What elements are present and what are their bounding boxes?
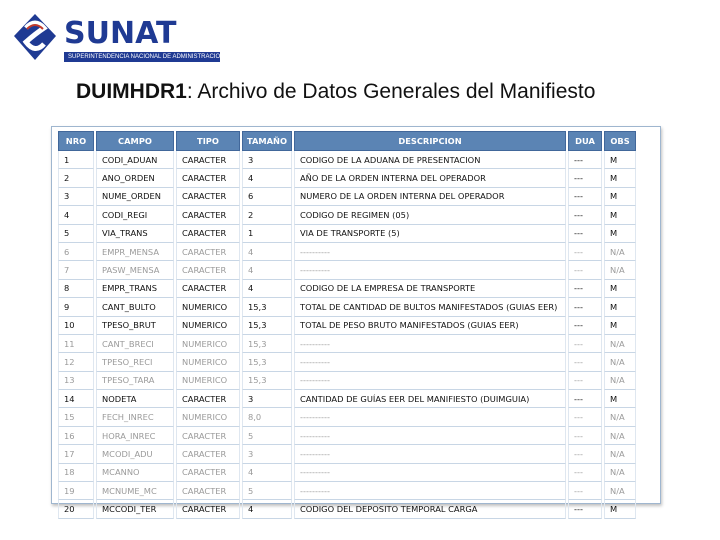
cell-tamano: 6 — [242, 188, 292, 206]
cell-descripcion: ---------- — [294, 353, 566, 371]
table-frame — [51, 126, 661, 515]
table-row — [58, 206, 636, 224]
cell-tipo: CARACTER — [176, 169, 240, 187]
table-row — [58, 353, 636, 371]
cell-campo: CODI_ADUAN — [96, 151, 174, 169]
cell-obs: N/A — [604, 464, 636, 482]
cell-nro: 13 — [58, 372, 94, 390]
table-row — [58, 372, 636, 390]
table-row — [58, 427, 636, 445]
cell-dua: --- — [568, 298, 602, 316]
cell-tipo: CARACTER — [176, 151, 240, 169]
cell-tamano: 4 — [242, 169, 292, 187]
cell-dua: --- — [568, 464, 602, 482]
table-row — [58, 408, 636, 426]
cell-nro: 6 — [58, 243, 94, 261]
cell-descripcion: ---------- — [294, 408, 566, 426]
cell-campo: MCANNO — [96, 464, 174, 482]
table-row — [58, 243, 636, 261]
cell-nro: 3 — [58, 188, 94, 206]
cell-tamano: 15,3 — [242, 317, 292, 335]
cell-campo: TPESO_BRUT — [96, 317, 174, 335]
cell-nro: 17 — [58, 445, 94, 463]
cell-nro: 18 — [58, 464, 94, 482]
table-row — [58, 464, 636, 482]
cell-tamano: 15,3 — [242, 298, 292, 316]
cell-obs: M — [604, 317, 636, 335]
cell-tipo: CARACTER — [176, 482, 240, 500]
cell-descripcion: AÑO DE LA ORDEN INTERNA DEL OPERADOR — [294, 169, 566, 187]
table-row — [58, 500, 636, 518]
cell-obs: N/A — [604, 408, 636, 426]
cell-descripcion: ---------- — [294, 261, 566, 279]
table-body — [58, 151, 636, 519]
table-row — [58, 261, 636, 279]
table-row — [58, 317, 636, 335]
cell-tamano: 15,3 — [242, 335, 292, 353]
col-header-nro: NRO — [58, 131, 94, 151]
cell-tamano: 5 — [242, 427, 292, 445]
cell-tipo: CARACTER — [176, 427, 240, 445]
table-row — [58, 151, 636, 169]
cell-descripcion: CODIGO DE LA EMPRESA DE TRANSPORTE — [294, 280, 566, 298]
cell-tamano: 4 — [242, 243, 292, 261]
cell-dua: --- — [568, 408, 602, 426]
cell-dua: --- — [568, 445, 602, 463]
cell-campo: NUME_ORDEN — [96, 188, 174, 206]
cell-nro: 14 — [58, 390, 94, 408]
cell-dua: --- — [568, 390, 602, 408]
cell-descripcion: VIA DE TRANSPORTE (5) — [294, 225, 566, 243]
cell-dua: --- — [568, 169, 602, 187]
title-text: : Archivo de Datos Generales del Manifiesto — [186, 80, 596, 103]
cell-tipo: CARACTER — [176, 390, 240, 408]
cell-tipo: CARACTER — [176, 243, 240, 261]
cell-nro: 9 — [58, 298, 94, 316]
cell-nro: 10 — [58, 317, 94, 335]
cell-obs: N/A — [604, 445, 636, 463]
cell-nro: 19 — [58, 482, 94, 500]
cell-dua: --- — [568, 335, 602, 353]
cell-campo: MCODI_ADU — [96, 445, 174, 463]
cell-dua: --- — [568, 317, 602, 335]
cell-tipo: NUMERICO — [176, 317, 240, 335]
cell-tamano: 2 — [242, 206, 292, 224]
cell-campo: NODETA — [96, 390, 174, 408]
col-header-tipo: TIPO — [176, 131, 240, 151]
cell-obs: N/A — [604, 353, 636, 371]
cell-obs: M — [604, 298, 636, 316]
cell-tipo: CARACTER — [176, 280, 240, 298]
cell-obs: M — [604, 390, 636, 408]
cell-tamano: 3 — [242, 151, 292, 169]
cell-nro: 11 — [58, 335, 94, 353]
cell-descripcion: ---------- — [294, 372, 566, 390]
table-row — [58, 445, 636, 463]
cell-tipo: NUMERICO — [176, 335, 240, 353]
cell-tipo: CARACTER — [176, 261, 240, 279]
page-title — [76, 80, 595, 104]
cell-descripcion: ---------- — [294, 482, 566, 500]
title-code: DUIMHDR1 — [76, 80, 187, 103]
cell-campo: VIA_TRANS — [96, 225, 174, 243]
table-row — [58, 390, 636, 408]
cell-campo: CODI_REGI — [96, 206, 174, 224]
fields-table — [56, 131, 638, 519]
cell-descripcion: ---------- — [294, 335, 566, 353]
cell-dua: --- — [568, 482, 602, 500]
cell-nro: 2 — [58, 169, 94, 187]
cell-campo: MCNUME_MC — [96, 482, 174, 500]
cell-campo: CANT_BULTO — [96, 298, 174, 316]
col-header-descripcion: DESCRIPCION — [294, 131, 566, 151]
cell-tipo: NUMERICO — [176, 353, 240, 371]
cell-obs: N/A — [604, 261, 636, 279]
cell-obs: N/A — [604, 427, 636, 445]
cell-obs: M — [604, 188, 636, 206]
table-row — [58, 482, 636, 500]
cell-obs: M — [604, 225, 636, 243]
sunat-emblem-icon — [12, 12, 58, 62]
cell-tipo: CARACTER — [176, 206, 240, 224]
cell-obs: M — [604, 280, 636, 298]
cell-tipo: CARACTER — [176, 464, 240, 482]
cell-tamano: 3 — [242, 445, 292, 463]
table-row — [58, 225, 636, 243]
cell-tipo: NUMERICO — [176, 408, 240, 426]
cell-campo: EMPR_MENSA — [96, 243, 174, 261]
cell-obs: M — [604, 206, 636, 224]
cell-campo: CANT_BRECI — [96, 335, 174, 353]
cell-nro: 7 — [58, 261, 94, 279]
table-row — [58, 280, 636, 298]
cell-nro: 20 — [58, 500, 94, 518]
cell-nro: 5 — [58, 225, 94, 243]
cell-campo: PASW_MENSA — [96, 261, 174, 279]
cell-tamano: 15,3 — [242, 353, 292, 371]
logo-subtitle: SUPERINTENDENCIA NACIONAL DE ADMINISTRACION TRIBUTARIA — [68, 54, 262, 60]
cell-tamano: 4 — [242, 280, 292, 298]
cell-campo: EMPR_TRANS — [96, 280, 174, 298]
cell-campo: FECH_INREC — [96, 408, 174, 426]
cell-descripcion: TOTAL DE CANTIDAD DE BULTOS MANIFESTADOS (GUIAS EER) — [294, 298, 566, 316]
col-header-campo: CAMPO — [96, 131, 174, 151]
cell-campo: MCCODI_TER — [96, 500, 174, 518]
cell-obs: N/A — [604, 482, 636, 500]
cell-nro: 1 — [58, 151, 94, 169]
cell-dua: --- — [568, 188, 602, 206]
cell-descripcion: ---------- — [294, 445, 566, 463]
cell-campo: TPESO_RECI — [96, 353, 174, 371]
cell-tamano: 8,0 — [242, 408, 292, 426]
cell-descripcion: CODIGO DE LA ADUANA DE PRESENTACION — [294, 151, 566, 169]
cell-nro: 15 — [58, 408, 94, 426]
cell-descripcion: ---------- — [294, 464, 566, 482]
cell-tipo: CARACTER — [176, 188, 240, 206]
cell-campo: ANO_ORDEN — [96, 169, 174, 187]
cell-obs: M — [604, 500, 636, 518]
cell-campo: HORA_INREC — [96, 427, 174, 445]
cell-descripcion: TOTAL DE PESO BRUTO MANIFESTADOS (GUIAS EER) — [294, 317, 566, 335]
table-row — [58, 188, 636, 206]
cell-descripcion: CODIGO DE REGIMEN (05) — [294, 206, 566, 224]
cell-dua: --- — [568, 372, 602, 390]
col-header-obs: OBS — [604, 131, 636, 151]
cell-dua: --- — [568, 353, 602, 371]
cell-descripcion: CODIGO DEL DEPOSITO TEMPORAL CARGA — [294, 500, 566, 518]
col-header-tamano: TAMAÑO — [242, 131, 292, 151]
cell-tipo: CARACTER — [176, 500, 240, 518]
cell-obs: N/A — [604, 243, 636, 261]
cell-tamano: 4 — [242, 464, 292, 482]
cell-dua: --- — [568, 243, 602, 261]
col-header-dua: DUA — [568, 131, 602, 151]
cell-nro: 4 — [58, 206, 94, 224]
table-row — [58, 335, 636, 353]
cell-tipo: NUMERICO — [176, 298, 240, 316]
cell-dua: --- — [568, 225, 602, 243]
cell-obs: N/A — [604, 335, 636, 353]
cell-descripcion: ---------- — [294, 243, 566, 261]
cell-tipo: CARACTER — [176, 445, 240, 463]
cell-tamano: 4 — [242, 261, 292, 279]
cell-descripcion: ---------- — [294, 427, 566, 445]
cell-tamano: 1 — [242, 225, 292, 243]
cell-descripcion: NUMERO DE LA ORDEN INTERNA DEL OPERADOR — [294, 188, 566, 206]
cell-obs: N/A — [604, 372, 636, 390]
cell-obs: M — [604, 169, 636, 187]
table-header-row — [58, 131, 636, 151]
cell-campo: TPESO_TARA — [96, 372, 174, 390]
cell-nro: 8 — [58, 280, 94, 298]
cell-dua: --- — [568, 206, 602, 224]
cell-dua: --- — [568, 427, 602, 445]
cell-tipo: NUMERICO — [176, 372, 240, 390]
cell-descripcion: CANTIDAD DE GUÍAS EER DEL MANIFIESTO (DUIMGUIA) — [294, 390, 566, 408]
cell-nro: 12 — [58, 353, 94, 371]
cell-tamano: 3 — [242, 390, 292, 408]
table-row — [58, 298, 636, 316]
cell-dua: --- — [568, 261, 602, 279]
cell-dua: --- — [568, 500, 602, 518]
cell-obs: M — [604, 151, 636, 169]
cell-dua: --- — [568, 151, 602, 169]
cell-tamano: 5 — [242, 482, 292, 500]
cell-tamano: 15,3 — [242, 372, 292, 390]
table-row — [58, 169, 636, 187]
sunat-logo — [12, 12, 262, 62]
cell-nro: 16 — [58, 427, 94, 445]
cell-dua: --- — [568, 280, 602, 298]
cell-tamano: 4 — [242, 500, 292, 518]
logo-wordmark: SUNAT — [64, 16, 177, 51]
cell-tipo: CARACTER — [176, 225, 240, 243]
